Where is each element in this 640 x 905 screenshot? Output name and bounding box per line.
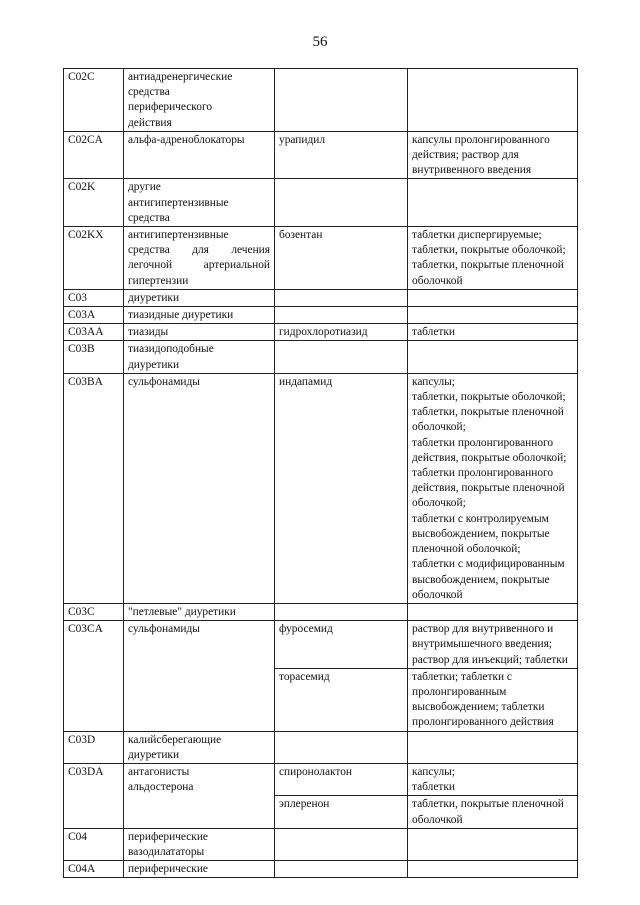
dosage-form: раствор для внутривенного и внутримышечного введения; раствор для инъекций; таблетки xyxy=(408,621,578,669)
atc-code: C03 xyxy=(64,289,124,306)
dosage-form: капсулы пролонгированного действия; раствор для внутривенного введения xyxy=(408,131,578,179)
table-row xyxy=(64,861,578,878)
dosage-form: капсулы; таблетки xyxy=(408,763,578,795)
drug-name: бозентан xyxy=(275,227,408,290)
anatomical-group: периферические вазодилататоры xyxy=(124,828,275,860)
anatomical-group: "петлевые" диуретики xyxy=(124,603,275,620)
drug-classification-table xyxy=(63,68,578,878)
drug-name xyxy=(275,828,408,860)
anatomical-group: антигипертензивные средства для лечения легочной артериальной гипертензии xyxy=(124,227,275,290)
anatomical-group: калийсберегающие диуретики xyxy=(124,731,275,763)
atc-code: C03D xyxy=(64,731,124,763)
atc-code: C02CA xyxy=(64,131,124,179)
atc-code: C02K xyxy=(64,179,124,227)
anatomical-group: диуретики xyxy=(124,289,275,306)
drug-name: гидрохлоротиазид xyxy=(275,324,408,341)
atc-code: C03AA xyxy=(64,324,124,341)
anatomical-group: альфа-адреноблокаторы xyxy=(124,131,275,179)
dosage-form: таблетки xyxy=(408,324,578,341)
dosage-form xyxy=(408,179,578,227)
atc-code: C03B xyxy=(64,341,124,373)
drug-name: эплеренон xyxy=(275,796,408,828)
anatomical-group: периферические xyxy=(124,861,275,878)
table-row xyxy=(64,763,578,795)
dosage-form xyxy=(408,603,578,620)
atc-code: C04 xyxy=(64,828,124,860)
drug-name xyxy=(275,289,408,306)
anatomical-group: другие антигипертензивные средства xyxy=(124,179,275,227)
atc-code: C02C xyxy=(64,69,124,132)
dosage-form xyxy=(408,731,578,763)
table-row xyxy=(64,69,578,132)
table-row xyxy=(64,307,578,324)
table-row xyxy=(64,731,578,763)
drug-name: торасемид xyxy=(275,668,408,731)
table-row xyxy=(64,179,578,227)
drug-name: индапамид xyxy=(275,373,408,603)
table-row xyxy=(64,373,578,603)
dosage-form xyxy=(408,307,578,324)
table-row xyxy=(64,341,578,373)
dosage-form: таблетки; таблетки с пролонгированным высвобождением; таблетки пролонгированного действия xyxy=(408,668,578,731)
drug-name xyxy=(275,69,408,132)
table-row xyxy=(64,621,578,669)
drug-name: урапидил xyxy=(275,131,408,179)
atc-code: C04A xyxy=(64,861,124,878)
dosage-form xyxy=(408,861,578,878)
drug-name xyxy=(275,861,408,878)
anatomical-group: антагонисты альдостерона xyxy=(124,763,275,828)
drug-name: фуросемид xyxy=(275,621,408,669)
dosage-form: таблетки диспергируемые; таблетки, покрытые оболочкой; таблетки, покрытые пленочной оболочкой xyxy=(408,227,578,290)
table-row xyxy=(64,324,578,341)
atc-code: C02KX xyxy=(64,227,124,290)
dosage-form xyxy=(408,828,578,860)
anatomical-group: тиазидоподобные диуретики xyxy=(124,341,275,373)
drug-name xyxy=(275,179,408,227)
drug-name: спиронолактон xyxy=(275,763,408,795)
atc-code: C03C xyxy=(64,603,124,620)
dosage-form: капсулы; таблетки, покрытые оболочкой; таблетки, покрытые пленочной оболочкой; таблетки пролонгированного действия, покрытые оболочкой; таблетки пролонгированного действия, покрытые пленочной оболочкой; таблетки с контролируемым высвобождением, покрытые пленочной оболочкой; таблетки с модифицированным высвобождением, покрытые оболочкой xyxy=(408,373,578,603)
dosage-form xyxy=(408,341,578,373)
anatomical-group: антиадренергические средства периферического действия xyxy=(124,69,275,132)
anatomical-group: сульфонамиды xyxy=(124,373,275,603)
drug-name xyxy=(275,603,408,620)
drug-name xyxy=(275,731,408,763)
table-row xyxy=(64,131,578,179)
table-row xyxy=(64,603,578,620)
table-row xyxy=(64,227,578,290)
table-row xyxy=(64,289,578,306)
dosage-form: таблетки, покрытые пленочной оболочкой xyxy=(408,796,578,828)
atc-code: C03CA xyxy=(64,621,124,731)
atc-code: C03BA xyxy=(64,373,124,603)
drug-name xyxy=(275,307,408,324)
table-row xyxy=(64,828,578,860)
dosage-form xyxy=(408,69,578,132)
page-number: 56 xyxy=(312,34,328,50)
anatomical-group: тиазидные диуретики xyxy=(124,307,275,324)
drug-name xyxy=(275,341,408,373)
atc-code: C03A xyxy=(64,307,124,324)
atc-code: C03DA xyxy=(64,763,124,828)
anatomical-group: тиазиды xyxy=(124,324,275,341)
anatomical-group: сульфонамиды xyxy=(124,621,275,731)
dosage-form xyxy=(408,289,578,306)
